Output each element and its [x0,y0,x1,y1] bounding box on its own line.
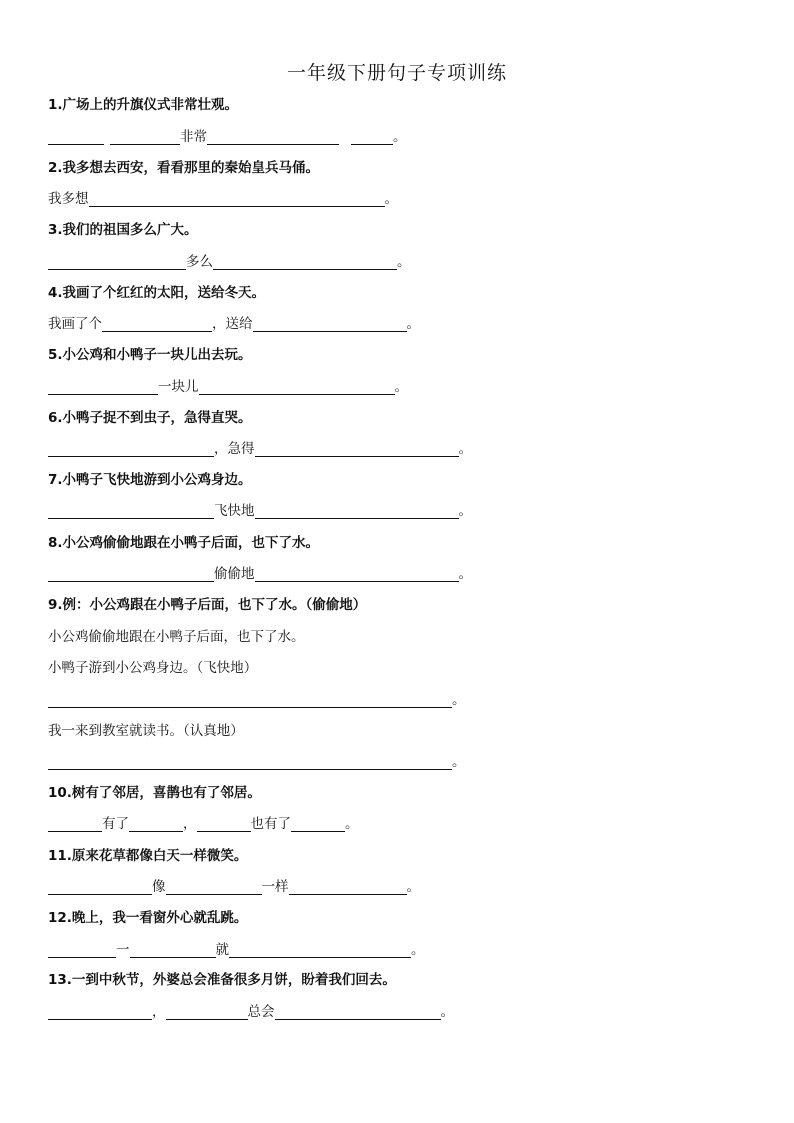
blank[interactable] [130,943,216,958]
question-13: 13.一到中秋节，外婆总会准备很多月饼，盼着我们回去。 [48,972,396,988]
answer-13 [48,1001,454,1023]
answer-text: ，急得 [214,441,255,457]
answer-text: 。 [452,754,466,770]
blank[interactable] [255,442,459,457]
blank[interactable] [110,130,180,145]
answer-text: 。 [440,1004,454,1020]
answer-text: 。 [384,191,398,207]
example-sentence: 小公鸡偷偷地跟在小鸭子后面，也下了水。 [48,629,305,645]
answer-text: 我画了个 [48,316,102,332]
blank[interactable] [48,693,452,708]
question-12: 12.晚上，我一看窗外心就乱跳。 [48,910,248,926]
question-3: 3.我们的祖国多么广大。 [48,222,198,238]
answer-text: 总会 [247,1004,275,1020]
blank[interactable] [48,255,186,270]
answer-text: 。 [394,379,408,395]
blank[interactable] [129,817,183,832]
answer-text: 飞快地 [214,503,255,519]
answer-1 [48,126,407,148]
blank[interactable] [291,817,345,832]
answer-5 [48,376,408,398]
answer-text: 。 [406,879,420,895]
answer-text: 。 [458,441,472,457]
blank[interactable] [166,880,262,895]
blank[interactable] [253,317,407,332]
answer-text: 一块儿 [158,379,199,395]
answer-text: 。 [397,254,411,270]
answer-2 [48,188,398,210]
answer-text: 偷偷地 [214,566,255,582]
answer-text: ， [183,816,197,832]
answer-text: ， [152,1004,166,1020]
answer-8 [48,563,472,585]
blank[interactable] [207,130,339,145]
answer-4 [48,313,420,335]
question-11: 11.原来花草都像白天一样微笑。 [48,848,248,864]
blank[interactable] [89,192,385,207]
blank[interactable] [102,317,212,332]
answer-6 [48,438,472,460]
blank[interactable] [166,1005,248,1020]
blank[interactable] [48,943,116,958]
answer-text: 多么 [186,254,213,270]
answer-text: 。 [411,942,425,958]
question-2: 2.我多想去西安，看看那里的秦始皇兵马俑。 [48,160,320,176]
blank[interactable] [289,880,407,895]
answer-text: 像 [152,879,166,895]
question-7: 7.小鸭子飞快地游到小公鸡身边。 [48,472,252,488]
answer-7 [48,500,472,522]
answer-text: 。 [458,503,472,519]
answer-text: 。 [458,566,472,582]
blank[interactable] [48,567,214,582]
answer-text: 。 [393,129,407,145]
question-5: 5.小公鸡和小鸭子一块儿出去玩。 [48,347,252,363]
blank[interactable] [275,1005,441,1020]
answer-9a [48,689,466,711]
blank[interactable] [199,380,395,395]
blank[interactable] [48,380,158,395]
answer-10 [48,813,359,835]
blank[interactable] [48,504,214,519]
question-8: 8.小公鸡偷偷地跟在小鸭子后面，也下了水。 [48,535,320,551]
answer-text: 一样 [261,879,289,895]
blank[interactable] [48,130,104,145]
answer-3 [48,251,411,273]
question-9: 9.例：小公鸡跟在小鸭子后面，也下了水。（偷偷地） [48,597,367,613]
blank[interactable] [229,943,411,958]
sub-question-2: 我一来到教室就读书。（认真地） [48,723,244,739]
answer-text: 。 [345,816,359,832]
answer-text: 非常 [180,129,207,145]
answer-text: 就 [215,942,229,958]
answer-text: 也有了 [250,816,291,832]
answer-9b [48,751,466,773]
blank[interactable] [48,817,102,832]
question-4: 4.我画了个红红的太阳，送给冬天。 [48,285,266,301]
answer-text: ，送给 [212,316,253,332]
answer-text: 有了 [102,816,129,832]
blank[interactable] [255,504,459,519]
question-6: 6.小鸭子捉不到虫子，急得直哭。 [48,410,252,426]
blank[interactable] [351,130,393,145]
blank[interactable] [48,880,152,895]
answer-text: 。 [452,692,466,708]
answer-11 [48,876,420,898]
question-10: 10.树有了邻居，喜鹊也有了邻居。 [48,785,261,801]
blank[interactable] [197,817,251,832]
answer-text: 我多想 [48,191,89,207]
answer-12 [48,939,425,961]
answer-text: 。 [406,316,420,332]
blank[interactable] [255,567,459,582]
page-title: 一年级下册句子专项训练 [286,62,507,84]
blank[interactable] [48,442,214,457]
sub-question-1: 小鸭子游到小公鸡身边。（飞快地） [48,660,258,676]
blank[interactable] [213,255,397,270]
blank[interactable] [48,1005,152,1020]
blank[interactable] [48,755,452,770]
answer-text: 一 [116,942,130,958]
question-1: 1.广场上的升旗仪式非常壮观。 [48,97,239,113]
